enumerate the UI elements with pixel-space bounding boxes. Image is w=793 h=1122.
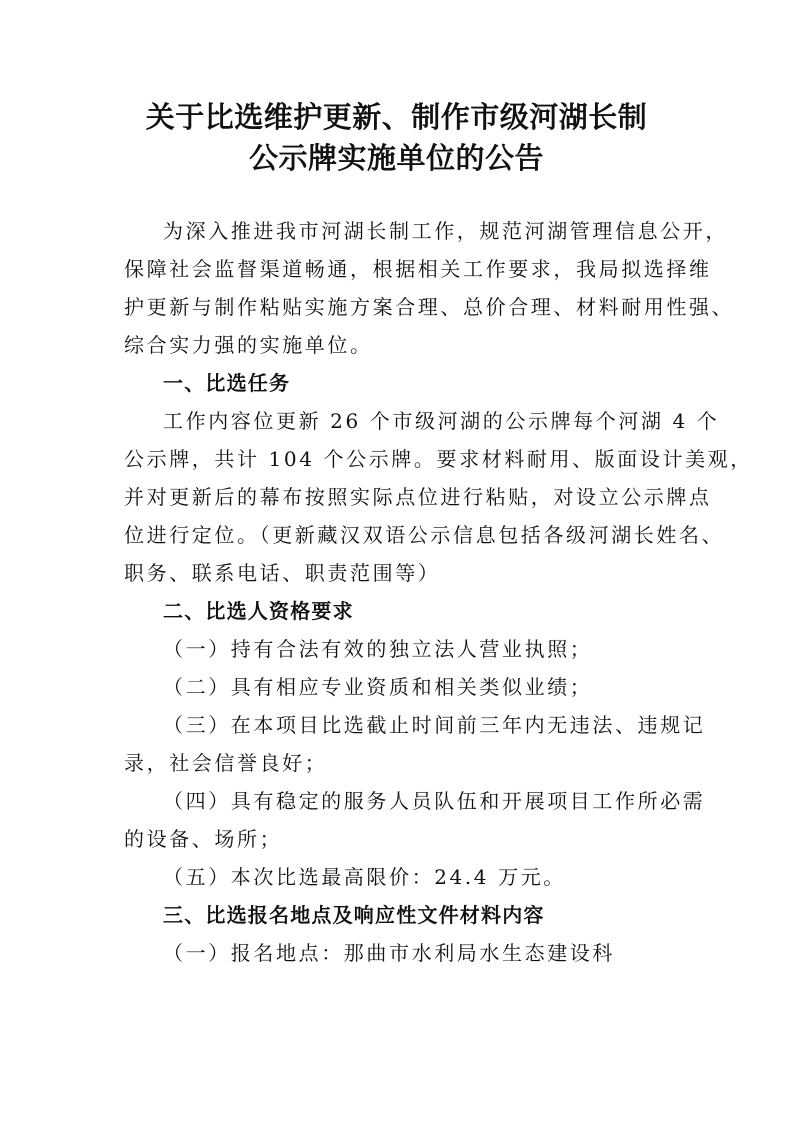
requirement-line-7: （五）本次比选最高限价：24.4 万元。 (163, 865, 566, 889)
document-title-line1: 关于比选维护更新、制作市级河湖长制 (145, 100, 648, 134)
requirement-line-2: （二）具有相应专业资质和相关类似业绩； (163, 675, 593, 699)
task-line-2: 公示牌，共计 104 个公示牌。要求材料耐用、版面设计美观， (124, 447, 753, 471)
requirement-line-1: （一）持有合法有效的独立法人营业执照； (163, 637, 593, 661)
section-heading-3: 三、比选报名地点及响应性文件材料内容 (163, 903, 545, 927)
requirement-line-6: 的设备、场所； (124, 827, 283, 851)
requirement-line-4: 录，社会信誉良好； (124, 751, 328, 775)
intro-line-2: 保障社会监督渠道畅通，根据相关工作要求，我局拟选择维 (124, 257, 712, 281)
section-heading-1: 一、比选任务 (163, 371, 291, 395)
task-line-5: 职务、联系电话、职责范围等） (124, 561, 441, 585)
intro-line-3: 护更新与制作粘贴实施方案合理、总价合理、材料耐用性强、 (124, 295, 735, 319)
task-line-3: 并对更新后的幕布按照实际点位进行粘贴，对设立公示牌点 (124, 485, 712, 509)
requirement-line-3: （三）在本项目比选截止时间前三年内无违法、违规记 (163, 713, 706, 737)
section-heading-2: 二、比选人资格要求 (163, 599, 354, 623)
requirement-line-5: （四）具有稳定的服务人员队伍和开展项目工作所必需 (163, 789, 706, 813)
document-title-line2: 公示牌实施单位的公告 (248, 141, 544, 175)
task-line-4: 位进行定位。（更新藏汉双语公示信息包括各级河湖长姓名、 (124, 523, 725, 547)
location-line-1: （一）报名地点：那曲市水利局水生态建设科 (163, 941, 615, 965)
intro-line-1: 为深入推进我市河湖长制工作，规范河湖管理信息公开， (163, 219, 728, 243)
intro-line-4: 综合实力强的实施单位。 (124, 333, 373, 357)
task-line-1: 工作内容位更新 26 个市级河湖的公示牌每个河湖 4 个 (163, 409, 720, 433)
